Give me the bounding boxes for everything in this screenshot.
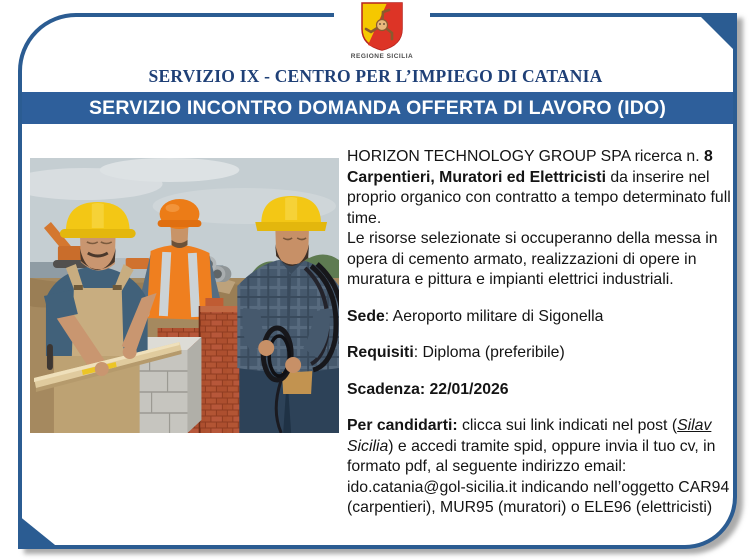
scadenza-row bbox=[347, 380, 733, 401]
orange-truck bbox=[126, 258, 150, 269]
requisiti-label: Requisiti bbox=[347, 344, 414, 361]
scadenza-text: Scadenza: 22/01/2026 bbox=[347, 380, 509, 398]
corner-decoration-bottom-left bbox=[18, 515, 60, 549]
intro-description: Le risorse selezionate si occuperanno della messa in opera di cemento armato, realizzazioni di opere in muratura e pittura e impianti elettrici industriali. bbox=[347, 230, 718, 288]
sicilia-link-text: Sicilia bbox=[347, 437, 389, 455]
job-intro bbox=[347, 147, 733, 291]
intro-text-1: HORIZON TECHNOLOGY GROUP SPA ricerca n. bbox=[347, 148, 704, 165]
candidatura-text-1: clicca sui link indicati nel post ( bbox=[457, 417, 678, 434]
trinacria-shield-icon bbox=[359, 1, 405, 51]
candidatura-label: Per candidarti: bbox=[347, 417, 458, 434]
intro-text-2: da inserire nel proprio organico con contratto a tempo determinato full time. bbox=[347, 168, 731, 227]
banner-title: SERVIZIO INCONTRO DOMANDA OFFERTA DI LAVORO (IDO) bbox=[22, 92, 733, 124]
service-header-title: SERVIZIO IX - CENTRO PER L’IMPIEGO DI CATANIA bbox=[148, 66, 603, 86]
sede-value: : Aeroporto militare di Sigonella bbox=[384, 307, 604, 325]
candidatura-paragraph bbox=[347, 416, 733, 519]
logo-caption: REGIONE SICILIA bbox=[350, 53, 414, 60]
candidatura-text-2: ) e accedi tramite spid, oppure invia il tuo cv, in formato pdf, al seguente indirizzo email: bbox=[347, 437, 716, 475]
email-address[interactable]: ido.catania@gol-sicilia.it bbox=[347, 478, 517, 496]
silav-link-text[interactable]: Silav bbox=[677, 417, 712, 434]
construction-photo bbox=[30, 158, 339, 433]
requisiti-value: : Diploma (preferibile) bbox=[413, 344, 565, 361]
candidatura-text-3: indicando nell’oggetto CAR94 (carpentieri), MUR95 (muratori) o ELE96 (elettricisti) bbox=[347, 478, 730, 516]
sede-label: Sede bbox=[347, 307, 385, 325]
sede-row bbox=[347, 307, 733, 328]
corner-decoration-top-right bbox=[697, 13, 737, 53]
regione-sicilia-logo bbox=[334, 1, 430, 62]
requisiti-row bbox=[347, 343, 733, 364]
job-posting-text bbox=[347, 147, 733, 519]
intro-roles-bold: 8 Carpentieri, Muratori ed Elettricisti bbox=[347, 148, 713, 186]
